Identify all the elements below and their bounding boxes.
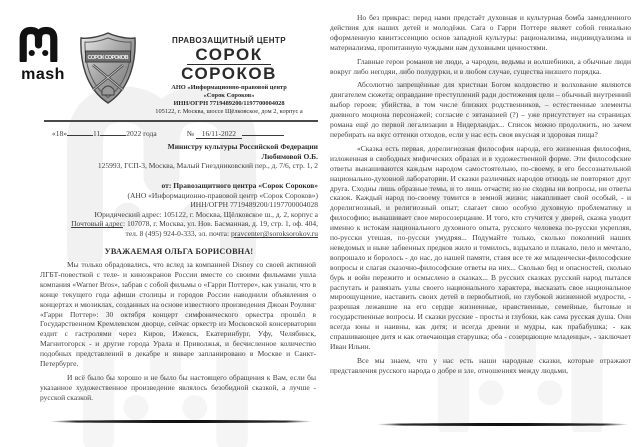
date-year: 2022 года bbox=[126, 129, 157, 138]
shield-emblem-icon bbox=[79, 32, 137, 109]
phone-text: тел. 8 (495) 924-0-333, эл. почта: bbox=[125, 228, 231, 238]
org-inn-line: ИНН/ОГРН 7719489200/1197700004028 bbox=[173, 100, 285, 107]
sender-postal-address bbox=[40, 219, 318, 229]
sender-legal-address: Юридический адрес: 105122, г. Москва, Щёлковское ш., д. 2, корпус а bbox=[94, 209, 318, 219]
recipient-address: 125993, ГСП-3, Москва, Малый Гнездниковский пер., д. 7/6, стр. 1, 2 bbox=[97, 161, 318, 171]
email-text: pravcenter@soroksorokov.ru bbox=[230, 228, 318, 238]
sender-org: от: Правозащитного центра «Сорок Сороков» bbox=[161, 181, 318, 190]
shield-label: СОРОК СОРОКОВ bbox=[87, 55, 129, 61]
reference-line bbox=[52, 127, 318, 139]
letter-paragraph: Но без прикрас: перед нами предстаёт духовная и культурная бомба замедленного действия для наших детей и молодёжи. Сага о Гарри Поттере являет собой гениально оформленную квинтэссенцию основ западной культуры: рационализма, индивидуализма и материализма, пропитанную чуждыми нам духовными ценностями. bbox=[330, 13, 631, 52]
outgoing-number: 16/11-2022 bbox=[196, 129, 242, 139]
number-blank bbox=[242, 127, 284, 136]
page-scan-shadow bbox=[50, 420, 312, 423]
letter-paragraph: «Сказка есть первая, дорелигиозная философия народа, его жизненная философия, изложенная в свободных мифических образах и в художественной форме. Эти философские ответы вынашиваются каждым народом самостоятельно, по-своему, в его бессознательной национально-духовной лаборатории. И сказки различных народов отнюдь не повторяют друг друга. Сходны лишь образные темы, и то лишь отчасти; но не сходны ни вопросы, ни ответы сказок. Каждый народ по-своему томится в земной жизни; накапливает свой особый, - и дорелигиозный, и религиозный опыт; слагает свою особую духовную проблематику и философию; вынашивает свое миросозерцание. И того, кто стучится у дверей, сказка уводит именно к истокам национального духовного опыта, русского человека по-русски укрепляя, по-русски утешая, по-русски умудряя... Подумайте только, сколько поколений наших неведомых и ныне забвенных предков жило и томилось, вздыхало и плакало, пело и мечтало, вопрошало и боролось - до нас, до нашей памяти, ставя все те же младенчески-философские вопросы и слагая сказочно-философские ответы на них... Сколько бед и опасностей, сколько бурь и войн пережито и осмыслено в сказках... В русских сказках русский народ пытался распутать и развязать узлы своего национального характера, высказать свое национальное мироощущение, наставить своих детей в первобытной, но глубокой жизненной мудрости, - разрешая лежавшие на его сердце жизненные, нравственные, семейные, бытовые и государственные вопросы. И сказки русские - просты и глубоки, как сама русская душа. Они всегда юны и наивны, как дитя; и всегда древни и мудры, как прабабушка; - как спрашивающее дитя и как отвечающая старушка; оба - созерцающие младенцы», - заключает Иван Ильин. bbox=[330, 143, 631, 351]
page-scan-shadow bbox=[377, 423, 628, 426]
date-blank bbox=[100, 127, 126, 136]
recipient-block bbox=[40, 142, 318, 171]
letter-body-right-page bbox=[330, 13, 631, 380]
org-subtitle-line1: АНО «Информационно-правовой центр bbox=[171, 84, 287, 91]
letter-paragraph: Мы только обрадовались, что вслед за компанией Disney со своей активной ЛГБТ-повесткой с теле- и киноэкранов России вместе со своими фильмами ушла компания «Warner Bros», забрав с собой фильмы о «Гарри Поттере», как узнали, что в конце текущего года афиши столицы и городов России наводнили объявления о концертах и мюзиклах, созданных на основе известного произведения Джоан Роулинг «Гарри Поттер»: 30 октября концерт симфонического оркестра прошёл в Государственном Кремлевском дворце, сейчас оркестр из Московской консерватории ездит с гастролями через Киров, Ижевск, Екатеринбург, Уфу, Челябинск, Магнитогорск - и другие города Урала и Приволжья, и бесчисленное количество подобных представлений в декабре и январе запланировано в Москве и Санкт-Петербурге. bbox=[40, 260, 316, 369]
sender-contacts bbox=[40, 229, 318, 239]
salutation: УВАЖАЕМАЯ ОЛЬГА БОРИСОВНА! bbox=[104, 247, 254, 256]
letterhead-divider bbox=[44, 120, 318, 122]
letter-body-left-page bbox=[40, 260, 316, 407]
postal-label: Почтовый адрес bbox=[71, 219, 123, 229]
date-month: 11 bbox=[93, 129, 101, 138]
recipient-name: Любимовой О.Б. bbox=[261, 151, 318, 161]
sender-org-full: (АНО «Информационно-правовой центр «Сорок Сороков») bbox=[127, 190, 318, 200]
mash-logo bbox=[12, 26, 74, 82]
org-letterhead bbox=[140, 36, 318, 116]
letter-paragraph: И всё было бы хорошо и не было бы настоящего обращения к Вам, если бы указанное художественное произведение являлось безобидной сказкой, а лучше - русской сказкой. bbox=[40, 372, 316, 402]
postal-rest: : 107078, г. Москва, ул. Нов. Басманная, д. 19, стр. 1, оф. 404, bbox=[122, 219, 318, 229]
sender-inn: ИНН/ОГРН 7719489200/1197700004028 bbox=[190, 200, 318, 210]
letter-paragraph: Все мы знаем, что у нас есть наши народные сказки, которые отражают представления русского народа о добре и зле, отношениях между людьми, bbox=[330, 355, 631, 375]
date-day: «18» bbox=[52, 129, 67, 138]
sender-block bbox=[40, 181, 318, 239]
org-subtitle-line2: «Сорок Сороков» bbox=[203, 92, 255, 99]
org-address-line: 105122, г. Москва, шоссе Щёлковское, дом 2, корпус а bbox=[155, 108, 303, 115]
org-type-label: ПРАВОЗАЩИТНЫЙ ЦЕНТР bbox=[172, 36, 286, 45]
org-name-line1: СОРОК bbox=[187, 46, 270, 65]
date-blank bbox=[67, 127, 93, 136]
letter-paragraph: Абсолютно запрещённые для христиан Богом колдовство и волхование являются двигателем сюжета; оправдание преступлений ради достижения цели – обычный внутренний выбор героев; убийства, в том числе близких родственников, – естественные элементы дневного моциона персонажей; согласие с эвтаназией (?) – уже присутствует на страницах романа ещё до первой легализации в Нидерландах... Список можно продолжить, но зачем перебирать на вкус оттенки отходов, если у нас есть своя вкусная и здоровая пища? bbox=[330, 80, 631, 139]
org-name-line2: СОРОКОВ bbox=[181, 64, 277, 83]
mash-m-icon bbox=[16, 49, 70, 66]
mash-wordmark: mash bbox=[21, 66, 65, 83]
number-sign: № bbox=[186, 129, 194, 138]
letter-paragraph: Главные герои романов не люди, а чародеи, ведьмы и волшебники, а обычные люди вокруг либо негодяи, либо полудурки, и в любом случае, существа низшего порядка. bbox=[330, 56, 631, 76]
recipient-title: Министру культуры Российской Федерации bbox=[167, 142, 318, 151]
